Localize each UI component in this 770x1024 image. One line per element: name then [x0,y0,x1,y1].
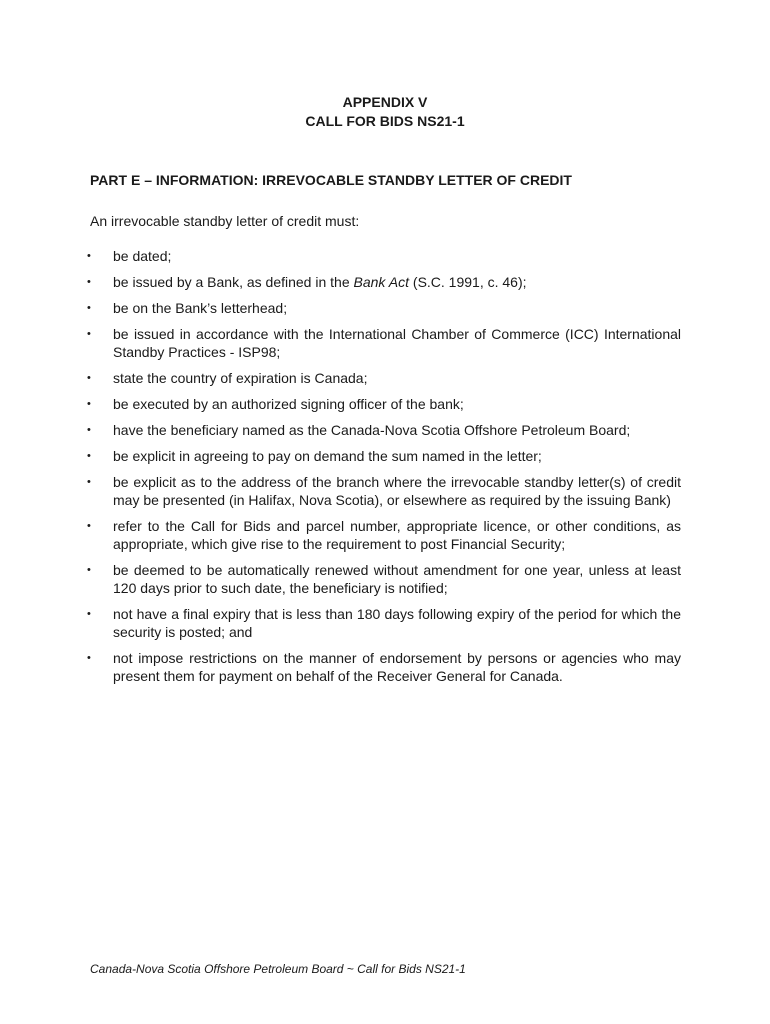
list-item [85,395,681,413]
bullet-icon: • [87,302,91,314]
bank-act-citation: Bank Act [353,274,410,290]
bullet-icon: • [87,608,91,620]
page-footer: Canada-Nova Scotia Offshore Petroleum Board ~ Call for Bids NS21-1 [90,962,466,976]
call-for-bids-title: CALL FOR BIDS NS21-1 [305,113,465,129]
list-item-text: state the country of expiration is Canada; [113,370,368,386]
list-item-text: not impose restrictions on the manner of endorsement by persons or agencies who may present them for payment on behalf of the Receiver General for Canada. [113,650,681,684]
list-item-text: be executed by an authorized signing officer of the bank; [113,396,464,412]
list-item [85,605,681,641]
list-item [85,517,681,553]
list-item-text: have the beneficiary named as the Canada-Nova Scotia Offshore Petroleum Board; [113,422,631,438]
bullet-icon: • [87,564,91,576]
list-item [85,421,681,439]
list-item-text: be dated; [113,248,172,264]
list-item [85,447,681,465]
bullet-icon: • [87,372,91,384]
document-title-block [0,93,770,131]
part-heading: PART E – INFORMATION: IRREVOCABLE STANDBY LETTER OF CREDIT [90,172,572,188]
list-item-text: refer to the Call for Bids and parcel number, appropriate licence, or other conditions, as appropriate, which give rise to the requirement to post Financial Security; [113,518,681,552]
list-item-text: be issued in accordance with the International Chamber of Commerce (ICC) International Standby Practices - ISP98; [113,326,681,360]
bullet-icon: • [87,328,91,340]
list-item [85,247,681,265]
list-item [85,649,681,685]
list-item [85,299,681,317]
list-item [85,273,681,291]
appendix-title: APPENDIX V [342,94,428,110]
intro-paragraph: An irrevocable standby letter of credit must: [90,213,360,229]
list-item-text: be deemed to be automatically renewed without amendment for one year, unless at least 120 days prior to such date, the beneficiary is notified; [113,562,681,596]
list-item-text: be explicit in agreeing to pay on demand the sum named in the letter; [113,448,542,464]
list-item [85,473,681,509]
bullet-icon: • [87,476,91,488]
list-item-text: not have a final expiry that is less than 180 days following expiry of the period for which the security is posted; and [113,606,681,640]
list-item-text: be explicit as to the address of the branch where the irrevocable standby letter(s) of credit may be presented (in Halifax, Nova Scotia), or elsewhere as required by the issuing Bank) [113,474,681,508]
bullet-icon: • [87,450,91,462]
bullet-icon: • [87,398,91,410]
bullet-icon: • [87,250,91,262]
list-item [85,369,681,387]
bullet-icon: • [87,520,91,532]
list-item [85,561,681,597]
list-item [85,325,681,361]
bullet-icon: • [87,276,91,288]
list-item-text: be on the Bank’s letterhead; [113,300,288,316]
requirements-list [85,247,681,693]
bullet-icon: • [87,424,91,436]
list-item-text: be issued by a Bank, as defined in the Bank Act (S.C. 1991, c. 46); [113,274,527,290]
bullet-icon: • [87,652,91,664]
